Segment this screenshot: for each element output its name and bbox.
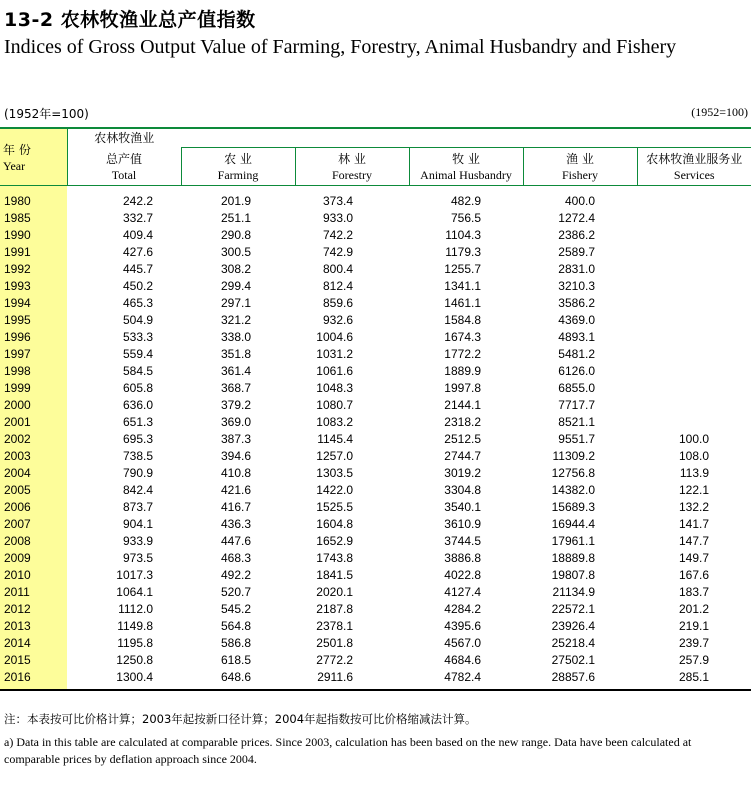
value-cell: 2744.7 (444, 448, 481, 463)
table-row (0, 328, 751, 345)
value-cell: 1061.6 (316, 363, 353, 378)
value-cell (637, 243, 751, 260)
value-cell: 4567.0 (444, 635, 481, 650)
value-cell: 933.9 (122, 533, 153, 548)
value-cell: 933.0 (322, 210, 353, 225)
value-cell: 1461.1 (444, 295, 481, 310)
value-cell: 1179.3 (445, 244, 481, 259)
table-row (0, 430, 751, 447)
value-cell: 465.3 (122, 295, 153, 310)
value-cell: 297.1 (220, 295, 251, 310)
total-header-top (67, 128, 181, 147)
header-spacer (181, 128, 751, 147)
table-row (0, 600, 751, 617)
services-header-cn: 农林牧渔业服务业 (646, 151, 743, 166)
value-cell: 1064.1 (116, 584, 153, 599)
value-cell: 520.7 (220, 584, 251, 599)
value-cell: 1017.3 (116, 567, 153, 582)
forestry-header-en: Forestry (332, 167, 372, 182)
table-row (0, 311, 751, 328)
value-cell: 201.2 (678, 601, 709, 616)
value-cell: 338.0 (220, 329, 251, 344)
year-header-cn: 年 份 (3, 142, 31, 157)
value-cell: 1743.8 (316, 550, 353, 565)
table-row (0, 464, 751, 481)
value-cell: 1149.8 (117, 618, 153, 633)
value-cell: 1004.6 (316, 329, 353, 344)
table-row (0, 362, 751, 379)
year-cell: 1993 (0, 277, 67, 294)
value-cell: 285.1 (678, 669, 709, 684)
value-cell: 1195.8 (117, 635, 153, 650)
year-cell: 1997 (0, 345, 67, 362)
year-cell: 1998 (0, 362, 67, 379)
value-cell: 3886.8 (444, 550, 481, 565)
value-cell: 379.2 (220, 397, 251, 412)
value-cell: 738.5 (122, 448, 153, 463)
table-title-english: Indices of Gross Output Value of Farming, Forestry, Animal Husbandry and Fishery (4, 36, 677, 58)
value-cell: 842.4 (122, 482, 153, 497)
total-header-cn-top: 农林牧渔业 (94, 131, 155, 145)
forestry-column-header (295, 147, 409, 186)
value-cell: 2512.5 (444, 431, 481, 446)
table-row (0, 396, 751, 413)
value-cell: 149.7 (678, 550, 709, 565)
value-cell: 3304.8 (444, 482, 481, 497)
year-cell: 2000 (0, 396, 67, 413)
value-cell: 2318.2 (444, 414, 481, 429)
value-cell: 16944.4 (551, 516, 595, 531)
value-cell: 1584.8 (444, 312, 481, 327)
value-cell (637, 209, 751, 226)
value-cell: 257.9 (678, 652, 709, 667)
footnote-chinese: 注：本表按可比价格计算；2003年起按新口径计算；2004年起指数按可比价格缩减法计算。 (4, 712, 477, 726)
table-row (0, 294, 751, 311)
value-cell: 648.6 (220, 669, 251, 684)
table-row (0, 583, 751, 600)
value-cell: 3744.5 (444, 533, 481, 548)
value-cell: 1889.9 (444, 363, 481, 378)
year-header-en: Year (3, 158, 26, 173)
output-index-table (0, 127, 751, 691)
table-row (0, 498, 751, 515)
value-cell (637, 396, 751, 413)
value-cell: 1841.5 (316, 567, 353, 582)
value-cell: 4369.0 (558, 312, 595, 327)
value-cell: 605.8 (122, 380, 153, 395)
value-cell: 4782.4 (444, 669, 481, 684)
table-row (0, 226, 751, 243)
value-cell: 19807.8 (551, 567, 595, 582)
value-cell: 3610.9 (444, 516, 481, 531)
value-cell: 22572.1 (551, 601, 595, 616)
value-cell: 468.3 (220, 550, 251, 565)
value-cell: 447.6 (220, 533, 251, 548)
table-row (0, 634, 751, 651)
year-cell: 1996 (0, 328, 67, 345)
value-cell: 1997.8 (444, 380, 481, 395)
value-cell: 427.6 (122, 244, 153, 259)
year-cell: 1999 (0, 379, 67, 396)
value-cell: 368.7 (220, 380, 251, 395)
total-column-header (67, 147, 181, 186)
value-cell: 1652.9 (316, 533, 353, 548)
value-cell: 27502.1 (551, 652, 595, 667)
value-cell: 242.2 (122, 193, 153, 208)
value-cell: 332.7 (122, 210, 153, 225)
services-header-en: Services (673, 167, 715, 182)
value-cell: 2144.1 (444, 397, 481, 412)
value-cell: 122.1 (678, 482, 709, 497)
animal-header-cn: 牧 业 (452, 151, 480, 166)
year-cell: 2013 (0, 617, 67, 634)
forestry-header-cn: 林 业 (338, 151, 366, 166)
value-cell: 1674.3 (444, 329, 481, 344)
table-row (0, 260, 751, 277)
value-cell: 394.6 (220, 448, 251, 463)
value-cell: 2911.6 (317, 669, 353, 684)
value-cell: 9551.7 (558, 431, 595, 446)
year-cell: 2006 (0, 498, 67, 515)
table-row (0, 651, 751, 668)
year-cell: 2002 (0, 430, 67, 447)
value-cell: 973.5 (122, 550, 153, 565)
value-cell (637, 413, 751, 430)
value-cell: 932.6 (322, 312, 353, 327)
value-cell: 2020.1 (316, 584, 353, 599)
value-cell: 812.4 (322, 278, 353, 293)
table-row (0, 209, 751, 226)
value-cell: 436.3 (220, 516, 251, 531)
value-cell (637, 328, 751, 345)
value-cell: 504.9 (122, 312, 153, 327)
value-cell: 239.7 (678, 635, 709, 650)
value-cell: 387.3 (220, 431, 251, 446)
value-cell: 369.0 (220, 414, 251, 429)
value-cell: 251.1 (220, 210, 251, 225)
animal-header-en: Animal Husbandry (420, 167, 512, 182)
value-cell: 1422.0 (316, 482, 353, 497)
value-cell (637, 260, 751, 277)
table-row (0, 617, 751, 634)
value-cell: 183.7 (678, 584, 709, 599)
value-cell: 410.8 (220, 465, 251, 480)
animal-husbandry-column-header (409, 147, 523, 186)
value-cell: 3586.2 (558, 295, 595, 310)
value-cell: 492.2 (220, 567, 251, 582)
value-cell: 11309.2 (552, 448, 595, 463)
table-row (0, 668, 751, 685)
value-cell: 1104.3 (445, 227, 481, 242)
year-cell: 2016 (0, 668, 67, 685)
value-cell: 321.2 (220, 312, 251, 327)
value-cell: 445.7 (122, 261, 153, 276)
value-cell: 14382.0 (551, 482, 595, 497)
value-cell: 6126.0 (558, 363, 595, 378)
value-cell (637, 294, 751, 311)
value-cell (637, 379, 751, 396)
table-body (0, 186, 751, 691)
value-cell: 17961.1 (551, 533, 595, 548)
value-cell: 7717.7 (558, 397, 595, 412)
value-cell: 25218.4 (551, 635, 595, 650)
year-cell: 1991 (0, 243, 67, 260)
value-cell: 308.2 (220, 261, 251, 276)
value-cell: 3019.2 (444, 465, 481, 480)
value-cell: 108.0 (678, 448, 709, 463)
table-row (0, 481, 751, 498)
value-cell: 2501.8 (316, 635, 353, 650)
value-cell: 1080.7 (316, 397, 353, 412)
value-cell: 545.2 (220, 601, 251, 616)
value-cell: 790.9 (122, 465, 153, 480)
value-cell: 742.9 (322, 244, 353, 259)
value-cell: 4395.6 (444, 618, 481, 633)
value-cell: 1255.7 (444, 261, 481, 276)
value-cell: 21134.9 (552, 584, 595, 599)
table-row (0, 566, 751, 583)
value-cell: 873.7 (122, 499, 153, 514)
value-cell: 636.0 (122, 397, 153, 412)
farming-column-header (181, 147, 295, 186)
services-column-header (637, 147, 751, 186)
value-cell: 586.8 (220, 635, 251, 650)
year-cell: 2012 (0, 600, 67, 617)
value-cell: 859.6 (322, 295, 353, 310)
year-cell: 2007 (0, 515, 67, 532)
value-cell: 1031.2 (316, 346, 353, 361)
value-cell: 4127.4 (444, 584, 481, 599)
value-cell: 28857.6 (551, 669, 595, 684)
total-header-cn: 总产值 (105, 151, 142, 166)
value-cell: 1272.4 (558, 210, 595, 225)
value-cell: 618.5 (220, 652, 251, 667)
value-cell: 1048.3 (316, 380, 353, 395)
fishery-column-header (523, 147, 637, 186)
value-cell: 141.7 (678, 516, 709, 531)
value-cell: 695.3 (122, 431, 153, 446)
farming-header-en: Farming (217, 167, 259, 182)
value-cell: 113.9 (679, 465, 709, 480)
value-cell: 904.1 (122, 516, 153, 531)
value-cell: 1083.2 (316, 414, 353, 429)
value-cell: 2386.2 (558, 227, 595, 242)
fishery-header-cn: 渔 业 (566, 151, 594, 166)
table-row (0, 243, 751, 260)
value-cell (637, 362, 751, 379)
value-cell: 23926.4 (551, 618, 595, 633)
value-cell: 361.4 (220, 363, 251, 378)
value-cell: 8521.1 (558, 414, 595, 429)
value-cell: 1525.5 (316, 499, 353, 514)
value-cell: 1250.8 (116, 652, 153, 667)
value-cell: 2589.7 (558, 244, 595, 259)
year-cell: 1992 (0, 260, 67, 277)
year-cell: 1980 (0, 192, 67, 209)
value-cell: 1604.8 (316, 516, 353, 531)
value-cell: 18889.8 (551, 550, 595, 565)
value-cell: 2187.8 (316, 601, 353, 616)
value-cell: 409.4 (122, 227, 153, 242)
value-cell: 1303.5 (316, 465, 353, 480)
fishery-header-en: Fishery (562, 167, 598, 182)
value-cell: 373.4 (322, 193, 353, 208)
table-row (0, 532, 751, 549)
value-cell: 651.3 (122, 414, 153, 429)
year-cell: 2010 (0, 566, 67, 583)
year-cell: 2009 (0, 549, 67, 566)
value-cell: 1341.1 (444, 278, 481, 293)
value-cell: 4284.2 (444, 601, 481, 616)
value-cell: 533.3 (122, 329, 153, 344)
table-row (0, 447, 751, 464)
year-cell: 2011 (0, 583, 67, 600)
value-cell: 299.4 (220, 278, 251, 293)
year-cell: 1995 (0, 311, 67, 328)
value-cell: 167.6 (678, 567, 709, 582)
value-cell: 5481.2 (558, 346, 595, 361)
value-cell: 559.4 (122, 346, 153, 361)
table-row (0, 379, 751, 396)
value-cell: 6855.0 (558, 380, 595, 395)
year-cell: 2004 (0, 464, 67, 481)
value-cell: 12756.8 (551, 465, 595, 480)
year-cell: 1985 (0, 209, 67, 226)
table-title-chinese: 13-2 农林牧渔业总产值指数 (4, 9, 256, 31)
value-cell: 4893.1 (558, 329, 595, 344)
bottom-rule-row (0, 685, 751, 690)
year-cell: 1994 (0, 294, 67, 311)
table-row (0, 549, 751, 566)
value-cell: 2378.1 (316, 618, 353, 633)
value-cell: 4022.8 (444, 567, 481, 582)
value-cell: 564.8 (220, 618, 251, 633)
value-cell: 147.7 (678, 533, 709, 548)
value-cell: 756.5 (450, 210, 481, 225)
value-cell (637, 192, 751, 209)
value-cell: 1772.2 (444, 346, 481, 361)
base-year-note-chinese: (1952年=100) (4, 107, 89, 121)
value-cell: 1300.4 (116, 669, 153, 684)
value-cell (637, 311, 751, 328)
value-cell: 132.2 (678, 499, 709, 514)
value-cell: 201.9 (220, 193, 251, 208)
year-column-header (0, 128, 67, 186)
value-cell: 800.4 (322, 261, 353, 276)
table-row (0, 192, 751, 209)
value-cell: 3540.1 (444, 499, 481, 514)
value-cell: 416.7 (220, 499, 251, 514)
value-cell: 2772.2 (316, 652, 353, 667)
value-cell: 450.2 (122, 278, 153, 293)
year-cell: 1990 (0, 226, 67, 243)
year-cell: 2014 (0, 634, 67, 651)
year-cell: 2005 (0, 481, 67, 498)
year-cell: 2015 (0, 651, 67, 668)
total-header-en: Total (111, 167, 137, 182)
value-cell: 1257.0 (316, 448, 353, 463)
farming-header-cn: 农 业 (224, 151, 252, 166)
year-cell: 2001 (0, 413, 67, 430)
value-cell: 3210.3 (558, 278, 595, 293)
value-cell: 584.5 (122, 363, 153, 378)
value-cell: 15689.3 (551, 499, 595, 514)
value-cell: 1145.4 (317, 431, 353, 446)
value-cell: 290.8 (220, 227, 251, 242)
value-cell: 421.6 (220, 482, 251, 497)
year-cell: 2008 (0, 532, 67, 549)
value-cell: 351.8 (220, 346, 251, 361)
base-year-note-english: (1952=100) (691, 105, 748, 119)
table-row (0, 345, 751, 362)
value-cell: 2831.0 (558, 261, 595, 276)
table-row (0, 515, 751, 532)
value-cell: 1112.0 (118, 601, 153, 616)
value-cell: 482.9 (450, 193, 481, 208)
value-cell: 100.0 (678, 431, 709, 446)
value-cell (637, 277, 751, 294)
value-cell: 219.1 (678, 618, 709, 633)
table-row (0, 413, 751, 430)
value-cell: 742.2 (322, 227, 353, 242)
value-cell (637, 345, 751, 362)
table-row (0, 277, 751, 294)
value-cell: 400.0 (564, 193, 595, 208)
value-cell: 4684.6 (444, 652, 481, 667)
value-cell: 300.5 (220, 244, 251, 259)
year-cell: 2003 (0, 447, 67, 464)
value-cell (637, 226, 751, 243)
footnote-english: a) Data in this table are calculated at comparable prices. Since 2003, calculation has been based on the new range. Data have been calculated at comparable prices by deflation approach since 2004. (4, 735, 692, 766)
